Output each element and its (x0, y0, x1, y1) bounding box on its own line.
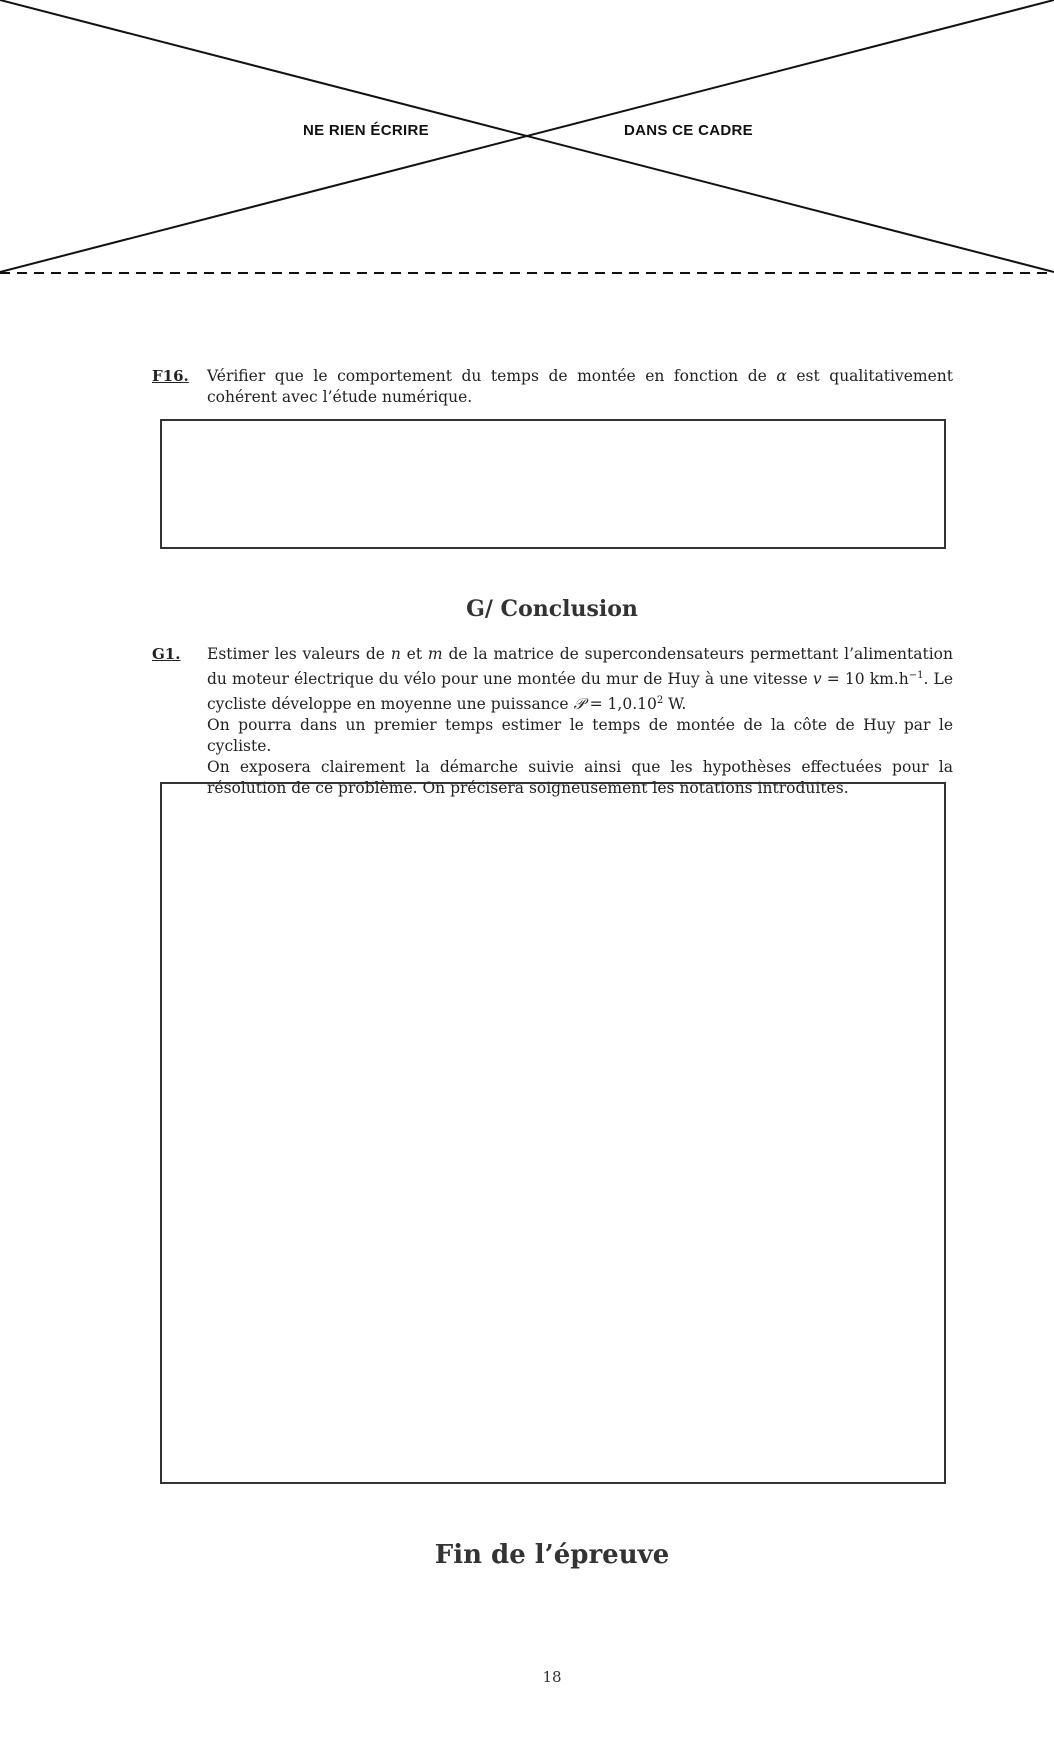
answer-box-g1[interactable] (160, 782, 946, 1484)
question-g1-paragraph-3: On exposera clairement la démarche suivie ainsi que les hypothèses effectuées pour la résolution de ce problème. On précisera soigneusement les notations introduites. (207, 758, 953, 798)
header-right-label: DANS CE CADRE (624, 122, 753, 139)
end-of-exam-title: Fin de l’épreuve (434, 1540, 670, 1570)
question-g1-text: Estimer les valeurs de n et m de la matrice de supercondensateurs permettant l’alimentation du moteur électrique du vélo pour une montée du mur de Huy à une vitesse v = 10 $km.h^{-1}$. Le cycliste développe en moyenne une puissance 𝒫 = $1,0.10^2$ W. On pourra dans un premier temps estimer le temps de montée de la côte de Huy par le cycliste. On exposera clairement la démarche suivie ainsi que les hypothèses effectuées pour la résolution de ce problème. On précisera soigneusement les notations introduites. (207, 645, 953, 798)
header-left-label: NE RIEN ÉCRIRE (303, 122, 429, 139)
do-not-write-cross (0, 0, 1054, 280)
section-title-conclusion: G/ Conclusion (466, 596, 638, 622)
question-g1-number: G1. (152, 645, 181, 663)
question-f16-text: Vérifier que le comportement du temps de montée en fonction de α est qualitativement cohérent avec l’étude numérique. (207, 367, 954, 406)
question-f16-number: F16. (152, 367, 189, 385)
page-number: 18 (542, 1668, 562, 1686)
question-g1-paragraph-2: On pourra dans un premier temps estimer le temps de montée de la côte de Huy par le cycliste. (207, 716, 953, 756)
answer-box-f16[interactable] (160, 419, 946, 549)
